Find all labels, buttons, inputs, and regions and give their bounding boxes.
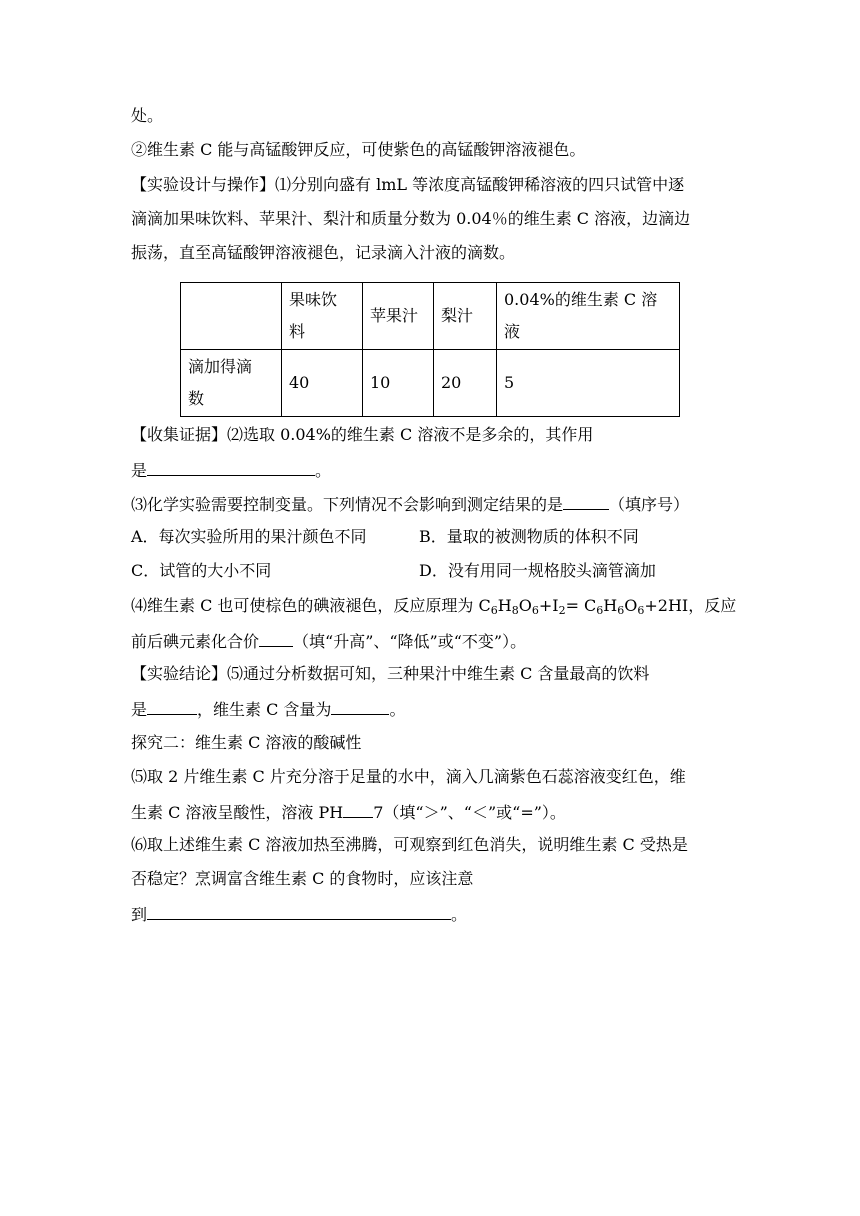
text-segment: 是: [131, 461, 148, 480]
table-header-cell: [282, 283, 363, 350]
answer-blank[interactable]: [147, 459, 315, 476]
text-segment: H: [603, 596, 618, 615]
text-segment: （填序号）: [609, 495, 690, 514]
table-cell: 40: [282, 350, 363, 417]
option-c: C．试管的大小不同: [131, 561, 272, 580]
text-line: 滴滴加果味饮料、苹果汁、梨汁和质量分数为 0.04％的维生素 C 溶液，边滴边: [131, 209, 691, 228]
text-segment: ，维生素 C 含量为: [197, 700, 332, 719]
text-line: [131, 493, 689, 515]
answer-blank[interactable]: [331, 698, 389, 715]
cell-text-line: 滴加得滴: [188, 357, 253, 376]
text-segment: 。: [451, 905, 468, 924]
text-segment: 是: [131, 700, 148, 719]
reaction-equation-line: [131, 596, 736, 616]
text-line: [131, 698, 405, 720]
subscript: 6: [637, 604, 645, 617]
text-line: ⑸取 2 片维生素 C 片充分溶于足量的水中，滴入几滴紫色石蕊溶液变红色，维: [131, 767, 686, 786]
table-header-cell: 梨汁: [434, 283, 497, 350]
table-row-label: [181, 350, 282, 417]
subscript: 6: [531, 604, 539, 617]
text-segment: 到: [131, 905, 148, 924]
text-line: 否稳定？烹调富含维生素 C 的食物时，应该注意: [131, 869, 474, 888]
table-cell: 10: [363, 350, 434, 417]
table-header-cell: 苹果汁: [363, 283, 434, 350]
text-line: [131, 801, 566, 823]
text-segment: +I: [538, 596, 559, 615]
text-line: [131, 630, 526, 652]
text-line: [131, 903, 467, 925]
answer-blank[interactable]: [343, 801, 373, 818]
table-cell: 5: [497, 350, 680, 417]
table-cell: 20: [434, 350, 497, 417]
option-b: B．量取的被测物质的体积不同: [419, 527, 639, 546]
section-heading: 探究二：维生素 C 溶液的酸碱性: [131, 733, 362, 752]
text-segment: 。: [389, 700, 406, 719]
text-segment: ⑷维生素 C 也可使棕色的碘液褪色，反应原理为 C: [131, 596, 491, 615]
data-table: [180, 282, 680, 417]
table-header-cell: 0.04%的维生素 C 溶液: [497, 283, 680, 350]
text-segment: 前后碘元素化合价: [131, 632, 260, 651]
text-line: 【实验结论】⑸通过分析数据可知，三种果汁中维生素 C 含量最高的饮料: [131, 664, 650, 683]
subscript: 6: [490, 604, 498, 617]
text-segment: 生素 C 溶液呈酸性，溶液 PH: [131, 803, 344, 822]
option-d: D．没有用同一规格胶头滴管滴加: [419, 561, 656, 580]
text-segment: （填“升高”、“降低”或“不变”）。: [293, 632, 527, 651]
answer-blank[interactable]: [259, 630, 293, 647]
text-line: 【收集证据】⑵选取 0.04%的维生素 C 溶液不是多余的，其作用: [131, 425, 594, 444]
text-line: ⑹取上述维生素 C 溶液加热至沸腾，可观察到红色消失，说明维生素 C 受热是: [131, 835, 688, 854]
table-cell-empty: [181, 283, 282, 350]
text-segment: 7（填“＞”、“＜”或“=”）。: [373, 803, 566, 822]
answer-blank[interactable]: [147, 903, 451, 920]
table-header-row: [181, 283, 680, 350]
text-line: 【实验设计与操作】⑴分别向盛有 lmL 等浓度高锰酸钾稀溶液的四只试管中逐: [131, 175, 685, 194]
answer-blank[interactable]: [563, 493, 609, 510]
text-segment: H: [497, 596, 512, 615]
subscript: 8: [511, 604, 519, 617]
text-segment: 。: [315, 461, 332, 480]
subscript: 2: [558, 604, 566, 617]
option-a: A．每次实验所用的果汁颜色不同: [131, 527, 367, 546]
cell-text-line: 数: [188, 389, 205, 408]
table-row: [181, 350, 680, 417]
text-line: 振荡，直至高锰酸钾溶液褪色，记录滴入汁液的滴数。: [131, 243, 516, 262]
subscript: 6: [596, 604, 604, 617]
text-segment: O: [518, 596, 532, 615]
text-line: 处。: [131, 106, 164, 125]
cell-text-line: 料: [289, 322, 306, 341]
text-segment: = C: [565, 596, 597, 615]
text-segment: ⑶化学实验需要控制变量。下列情况不会影响到测定结果的是: [131, 495, 564, 514]
text-segment: O: [624, 596, 638, 615]
text-line: [131, 459, 331, 481]
cell-text-line: 果味饮: [289, 290, 338, 309]
answer-blank[interactable]: [147, 698, 197, 715]
text-segment: +2HI，反应: [644, 596, 737, 615]
text-line: ②维生素 C 能与高锰酸钾反应，可使紫色的高锰酸钾溶液褪色。: [131, 140, 586, 159]
subscript: 6: [617, 604, 625, 617]
